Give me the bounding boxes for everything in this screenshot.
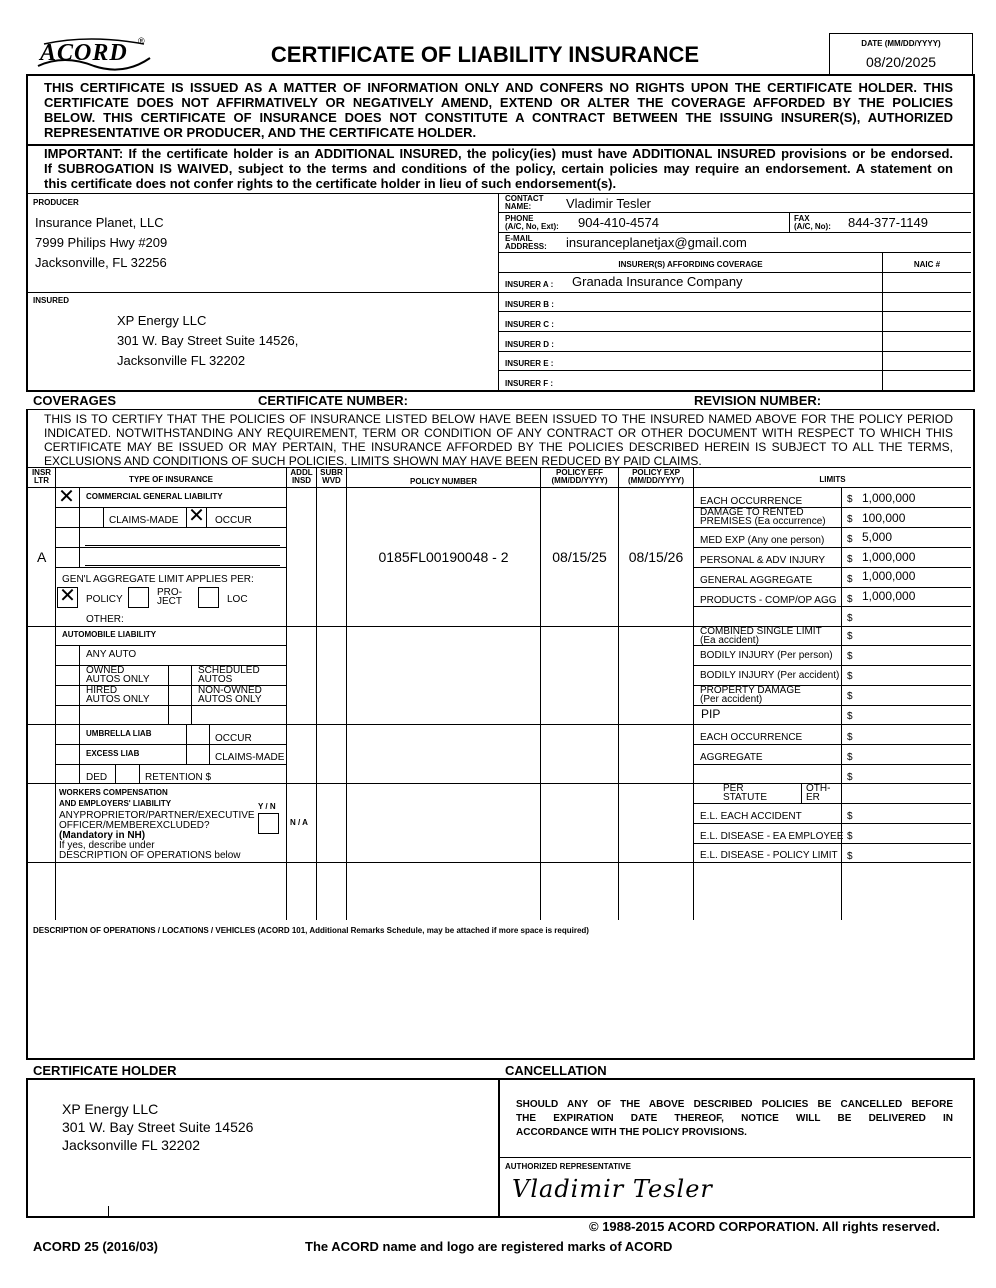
auto-pip-label: PIP (701, 707, 721, 721)
policy-checkbox-x: ✕ (59, 585, 76, 607)
gl-eff-date: 08/15/25 (552, 549, 607, 565)
certificate-holder-label: CERTIFICATE HOLDER (33, 1063, 177, 1078)
ded-label: DED (86, 772, 108, 783)
gl-limit-general-aggregate: GENERAL AGGREGATE (700, 575, 813, 586)
currency-symbol: $ (847, 631, 853, 642)
auto-title: AUTOMOBILE LIABILITY (62, 630, 157, 639)
holder-address2: Jacksonville FL 32202 (62, 1137, 201, 1153)
description-label: DESCRIPTION OF OPERATIONS / LOCATIONS / VEHICLES (ACORD 101, Additional Remarks Schedule, may be attached if more space is required) (33, 926, 589, 935)
currency-symbol: $ (847, 534, 853, 545)
el-policy-limit-label: E.L. DISEASE - POLICY LIMIT (700, 850, 838, 861)
auto-bi-person-label: BODILY INJURY (Per person) (700, 650, 833, 661)
description-box[interactable] (26, 920, 975, 1060)
exp-header: POLICY EXP (MM/DD/YYYY) (628, 468, 684, 485)
currency-symbol: $ (847, 811, 853, 822)
producer-label: PRODUCER (33, 198, 79, 207)
gl-value-products: 1,000,000 (862, 589, 916, 603)
insurer-f-label: INSURER F : (505, 379, 553, 388)
eff-header: POLICY EFF (MM/DD/YYYY) (551, 468, 608, 485)
occur-checkbox-x: ✕ (188, 505, 205, 527)
gl-value-each-occurrence: 1,000,000 (862, 491, 916, 505)
form-number: ACORD 25 (2016/03) (33, 1239, 158, 1254)
date-label: DATE (MM/DD/YYYY) (861, 39, 941, 48)
aggregate-applies-label: GEN'L AGGREGATE LIMIT APPLIES PER: (62, 574, 254, 585)
scheduled-autos-label: SCHEDULED AUTOS (198, 665, 260, 685)
gl-exp-date: 08/15/26 (628, 549, 684, 565)
el-employee-label: E.L. DISEASE - EA EMPLOYEE (700, 831, 844, 842)
currency-symbol: $ (847, 752, 853, 763)
phone-label: PHONE (A/C, No, Ext): (505, 214, 559, 231)
authorized-rep-label: AUTHORIZED REPRESENTATIVE (505, 1162, 631, 1171)
cancellation-text: SHOULD ANY OF THE ABOVE DESCRIBED POLICIES BE CANCELLED BEFORE THE EXPIRATION DATE THEREOF, NOTICE WILL BE DELIVERED IN ACCORDANCE WITH THE POLICY PROVISIONS. (516, 1099, 953, 1138)
project-checkbox[interactable] (128, 587, 149, 608)
limits-header: LIMITS (819, 475, 846, 484)
revision-number-label: REVISION NUMBER: (694, 393, 822, 408)
workers-question: ANYPROPRIETOR/PARTNER/EXECUTIVE OFFICER/MEMBEREXCLUDED? (Mandatory in NH) If yes, describe under DESCRIPTION OF OPERATIONS below (59, 810, 255, 861)
date-value: 08/20/2025 (865, 54, 937, 70)
coverages-label: COVERAGES (33, 393, 117, 408)
insurer-c-label: INSURER C : (505, 320, 554, 329)
umbrella-label: UMBRELLA LIAB (86, 729, 152, 738)
currency-symbol: $ (847, 514, 853, 525)
currency-symbol: $ (847, 651, 853, 662)
currency-symbol: $ (847, 554, 853, 565)
owned-autos-label: OWNED AUTOS ONLY (86, 665, 150, 685)
type-header: TYPE OF INSURANCE (128, 475, 213, 484)
policy-label: POLICY (86, 594, 123, 605)
umbrella-each-occurrence: EACH OCCURRENCE (700, 732, 803, 743)
contact-name: Vladimir Tesler (566, 196, 652, 211)
excess-label: EXCESS LIAB (86, 749, 140, 758)
yn-label: Y / N (258, 802, 276, 811)
currency-symbol: $ (847, 732, 853, 743)
registered-mark: ® (138, 36, 145, 46)
el-each-accident-label: E.L. EACH ACCIDENT (700, 811, 802, 822)
claims-made-label: CLAIMS-MADE (109, 515, 179, 526)
insurer-a-label: INSURER A : (505, 280, 554, 289)
currency-symbol: $ (847, 574, 853, 585)
subr-header: SUBR WVD (320, 468, 343, 485)
auto-bi-accident-label: BODILY INJURY (Per accident) (700, 670, 840, 681)
umbrella-occur-label: OCCUR (215, 733, 252, 744)
cgl-title: COMMERCIAL GENERAL LIABILITY (86, 492, 223, 501)
workers-excluded-checkbox[interactable] (258, 813, 279, 834)
currency-symbol: $ (847, 851, 853, 862)
loc-checkbox[interactable] (198, 587, 219, 608)
umbrella-aggregate: AGGREGATE (700, 752, 763, 763)
coverages-text: THIS IS TO CERTIFY THAT THE POLICIES OF INSURANCE LISTED BELOW HAVE BEEN ISSUED TO THE INSURED NAMED ABOVE FOR THE POLICY PERIOD INDICATED. NOTWITHSTANDING ANY REQUIREMENT, TERM OR CONDITION OF ANY CONTRACT OR OTHER DOCUMENT WITH RESPECT TO WHICH THIS CERTIFICATE MAY BE ISSUED OR MAY PERTAIN, THE INSURANCE AFFORDED BY THE POLICIES DESCRIBED HEREIN IS SUBJECT TO ALL THE TERMS, EXCLUSIONS AND CONDITIONS OF SUCH POLICIES. LIMITS SHOWN MAY HAVE BEEN REDUCED BY PAID CLAIMS. (44, 412, 953, 468)
copyright: © 1988-2015 ACORD CORPORATION. All rights reserved. (589, 1219, 940, 1234)
other-label: OTHER: (86, 614, 124, 625)
important-text: IMPORTANT: If the certificate holder is an ADDITIONAL INSURED, the policy(ies) must have ADDITIONAL INSURED provisions or be endorsed. If SUBROGATION IS WAIVED, subject to the terms and conditions of the policy, certain policies may require an endorsement. A statement on this certificate does not confer rights to the certificate holder in lieu of such endorsement(s). (44, 146, 953, 191)
gl-value-damage-rented: 100,000 (862, 511, 906, 525)
gl-policy-number: 0185FL00190048 - 2 (378, 549, 509, 565)
insurer-e-label: INSURER E : (505, 359, 554, 368)
loc-label: LOC (227, 594, 248, 605)
certificate-number-label: CERTIFICATE NUMBER: (258, 393, 408, 408)
insr-ltr-header: INSR LTR (31, 468, 52, 485)
producer-name: Insurance Planet, LLC (35, 215, 164, 230)
per-statute-label: PER STATUTE (723, 783, 768, 803)
occur-label: OCCUR (215, 515, 252, 526)
producer-address2: Jacksonville, FL 32256 (35, 255, 167, 270)
gl-insurer-letter: A (37, 549, 47, 565)
gl-value-med-exp: 5,000 (862, 530, 893, 544)
holder-address1: 301 W. Bay Street Suite 14526 (62, 1119, 254, 1135)
acord-logo (34, 36, 154, 72)
phone-value: 904-410-4574 (578, 215, 659, 230)
fax-label: FAX (A/C, No): (794, 214, 831, 231)
insured-address2: Jacksonville FL 32202 (117, 353, 246, 368)
logo-text: ACORD (40, 40, 128, 66)
currency-symbol: $ (847, 494, 853, 505)
naic-label: NAIC # (913, 260, 941, 269)
gl-limit-med-exp: MED EXP (Any one person) (700, 535, 825, 546)
currency-symbol: $ (847, 711, 853, 722)
addl-header: ADDL INSD (290, 468, 313, 485)
signature: Vladimir Tesler (512, 1175, 713, 1203)
gl-limit-damage-rented: DAMAGE TO RENTED PREMISES (Ea occurrence) (700, 507, 826, 527)
currency-symbol: $ (847, 691, 853, 702)
cancellation-label: CANCELLATION (505, 1063, 607, 1078)
currency-symbol: $ (847, 831, 853, 842)
holder-name: XP Energy LLC (62, 1101, 159, 1117)
workers-na: N / A (290, 818, 308, 827)
gl-value-personal-adv: 1,000,000 (862, 550, 916, 564)
nonowned-autos-label: NON-OWNED AUTOS ONLY (198, 685, 262, 705)
insured-label: INSURED (33, 296, 70, 305)
retention-label: RETENTION $ (145, 772, 212, 783)
auto-csl-label: COMBINED SINGLE LIMIT (Ea accident) (700, 626, 822, 646)
cgl-checkbox-x[interactable]: ✕ (58, 486, 75, 508)
producer-address1: 7999 Philips Hwy #209 (35, 235, 168, 250)
workers-title: WORKERS COMPENSATION AND EMPLOYERS' LIABILITY (59, 788, 172, 808)
registered-marks: The ACORD name and logo are registered marks of ACORD (305, 1239, 673, 1254)
insurer-d-label: INSURER D : (505, 340, 554, 349)
project-label: PRO- JECT (157, 587, 182, 607)
currency-symbol: $ (847, 772, 853, 783)
currency-symbol: $ (847, 594, 853, 605)
fax-value: 844-377-1149 (848, 215, 928, 230)
gl-value-general-aggregate: 1,000,000 (862, 569, 916, 583)
gl-limit-products: PRODUCTS - COMP/OP AGG (700, 595, 837, 606)
any-auto-label: ANY AUTO (86, 649, 137, 660)
page-title: CERTIFICATE OF LIABILITY INSURANCE (270, 42, 700, 67)
currency-symbol: $ (847, 671, 853, 682)
insurers-header: INSURER(S) AFFORDING COVERAGE (618, 260, 763, 269)
currency-symbol: $ (847, 613, 853, 624)
oth-er-label: OTH- ER (806, 783, 831, 803)
insured-name: XP Energy LLC (117, 313, 207, 328)
notice-text: THIS CERTIFICATE IS ISSUED AS A MATTER OF INFORMATION ONLY AND CONFERS NO RIGHTS UPON THE CERTIFICATE HOLDER. THIS CERTIFICATE DOES NOT AFFIRMATIVELY OR NEGATIVELY AMEND, EXTEND OR ALTER THE COVERAGE AFFORDED BY THE POLICIES BELOW. THIS CERTIFICATE OF INSURANCE DOES NOT CONSTITUTE A CONTRACT BETWEEN THE ISSUING INSURER(S), AUTHORIZED REPRESENTATIVE OR PRODUCER, AND THE CERTIFICATE HOLDER. (44, 80, 953, 140)
insured-address1: 301 W. Bay Street Suite 14526, (117, 333, 299, 348)
gl-limit-each-occurrence: EACH OCCURRENCE (700, 496, 803, 507)
insurer-b-label: INSURER B : (505, 300, 554, 309)
policy-number-header: POLICY NUMBER (410, 477, 477, 486)
hired-autos-label: HIRED AUTOS ONLY (86, 685, 150, 705)
insurer-a-name: Granada Insurance Company (572, 274, 743, 289)
email-value: insuranceplanetjax@gmail.com (566, 235, 747, 250)
contact-name-label: CONTACT NAME: (505, 194, 544, 211)
email-label: E-MAIL ADDRESS: (505, 234, 547, 251)
umbrella-claims-made-label: CLAIMS-MADE (215, 752, 285, 763)
gl-limit-personal-adv: PERSONAL & ADV INJURY (700, 555, 826, 566)
auto-pd-label: PROPERTY DAMAGE (Per accident) (700, 685, 801, 705)
